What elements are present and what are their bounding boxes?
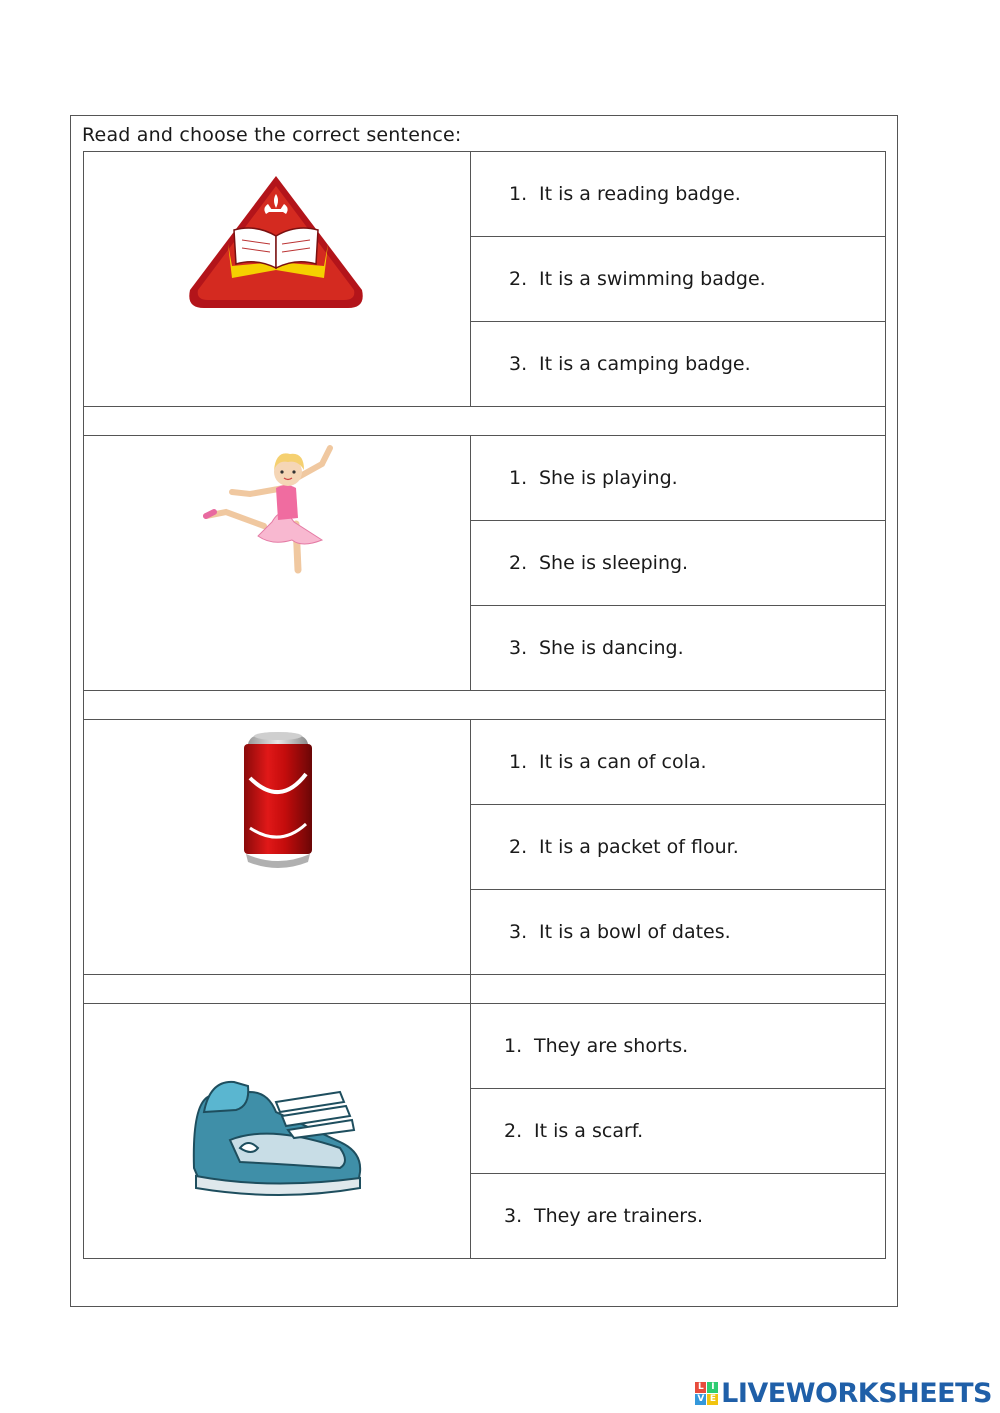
option-text: It is a scarf. — [534, 1120, 644, 1142]
spacer-row — [84, 691, 886, 720]
instruction-text: Read and choose the correct sentence: — [82, 124, 462, 146]
question-2-picture-cell — [84, 436, 471, 691]
option-text: It is a reading badge. — [539, 183, 741, 205]
option-text: They are trainers. — [534, 1205, 704, 1227]
option-text: It is a can of cola. — [539, 751, 707, 773]
option-text: It is a camping badge. — [539, 353, 751, 375]
logo-mark-icon: L I V E — [695, 1382, 718, 1405]
question-4-option-1[interactable]: 1. They are shorts. — [471, 1004, 886, 1089]
question-4-row — [84, 1004, 886, 1089]
option-text: It is a bowl of dates. — [539, 921, 731, 943]
spacer-row — [84, 975, 886, 1004]
logo-text: LIVEWORKSHEETS — [721, 1378, 992, 1409]
liveworksheets-logo[interactable] — [695, 1378, 992, 1409]
question-1-option-2[interactable]: 2. It is a swimming badge. — [471, 237, 886, 322]
question-3-option-1[interactable]: 1. It is a can of cola. — [471, 720, 886, 805]
question-4-option-2[interactable]: 2. It is a scarf. — [471, 1089, 886, 1174]
question-table — [83, 151, 886, 1259]
question-3-option-3[interactable]: 3. It is a bowl of dates. — [471, 890, 886, 975]
question-4-picture-cell — [84, 1004, 471, 1259]
question-3-option-2[interactable]: 2. It is a packet of flour. — [471, 805, 886, 890]
option-text: It is a packet of flour. — [539, 836, 739, 858]
question-3-row — [84, 720, 886, 805]
spacer-row — [84, 407, 886, 436]
cola-can-image — [240, 728, 316, 870]
question-2-option-2[interactable]: 2. She is sleeping. — [471, 521, 886, 606]
question-4-option-3[interactable]: 3. They are trainers. — [471, 1174, 886, 1259]
option-text: They are shorts. — [534, 1035, 689, 1057]
ballerina-image — [202, 444, 352, 574]
question-1-picture-cell — [84, 152, 471, 407]
question-1-option-1[interactable]: 1. It is a reading badge. — [471, 152, 886, 237]
question-1-option-3[interactable]: 3. It is a camping badge. — [471, 322, 886, 407]
question-2-option-3[interactable]: 3. She is dancing. — [471, 606, 886, 691]
option-text: She is sleeping. — [539, 552, 689, 574]
question-2-row — [84, 436, 886, 521]
reading-badge-image — [184, 170, 368, 312]
option-text: She is playing. — [539, 467, 678, 489]
question-1-row — [84, 152, 886, 237]
question-2-option-1[interactable]: 1. She is playing. — [471, 436, 886, 521]
option-text: It is a swimming badge. — [539, 268, 766, 290]
question-3-picture-cell — [84, 720, 471, 975]
trainers-image — [190, 1072, 366, 1202]
option-text: She is dancing. — [539, 637, 684, 659]
